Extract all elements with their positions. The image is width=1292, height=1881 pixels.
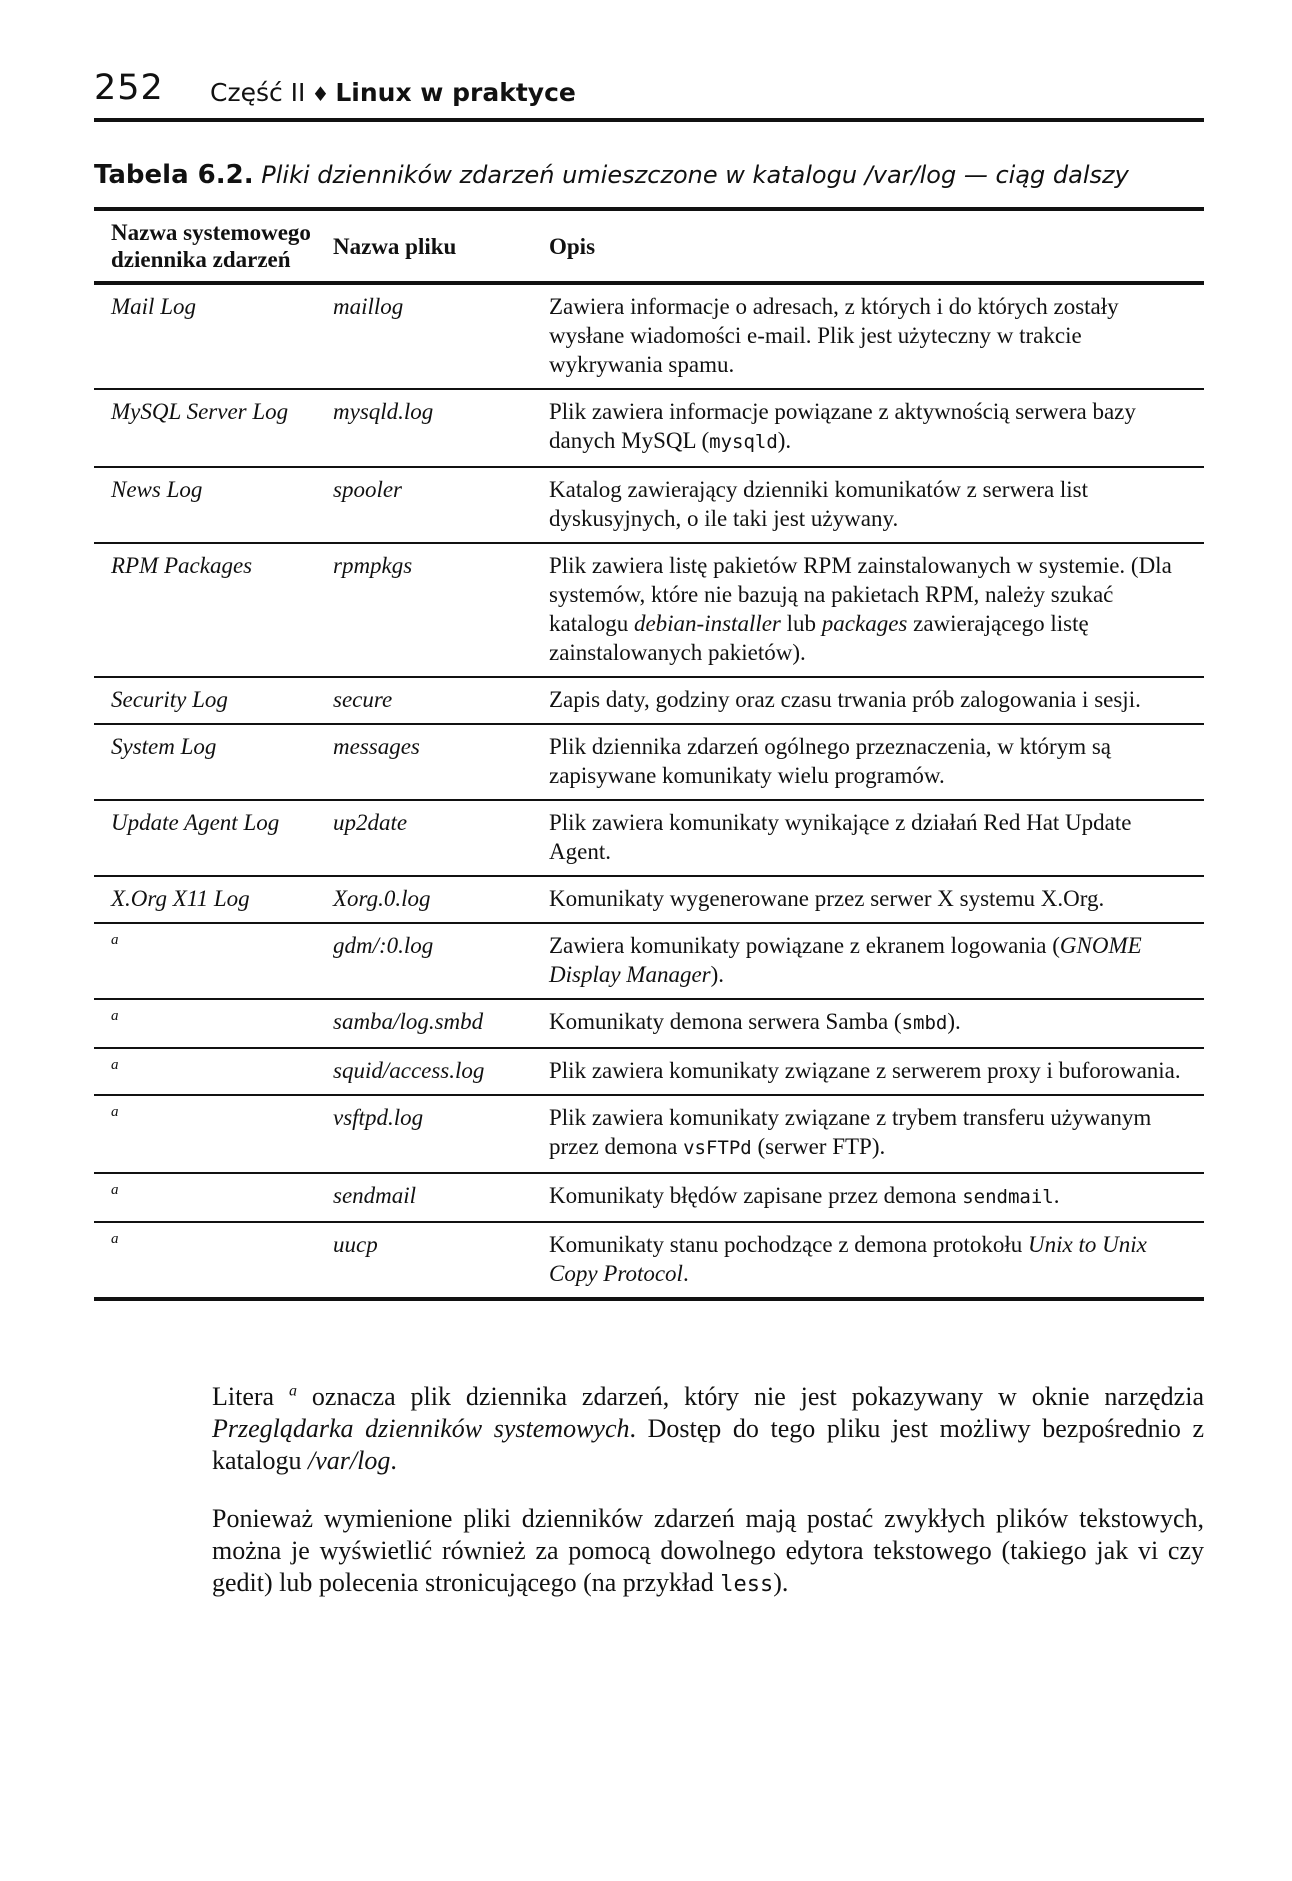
- file-name-cell: sendmail: [331, 1173, 539, 1222]
- description-cell: [539, 1095, 1204, 1173]
- file-name-cell: uucp: [331, 1222, 539, 1299]
- table-row: [94, 1048, 1204, 1095]
- table-row: [94, 1222, 1204, 1299]
- part-label: Część II: [210, 78, 306, 107]
- description-cell: Plik zawiera komunikaty wynikające z działań Red Hat Update Agent.: [539, 800, 1204, 876]
- part-title: Linux w praktyce: [335, 78, 576, 107]
- log-name-cell: [94, 999, 331, 1048]
- table-row: [94, 1095, 1204, 1173]
- log-name-cell: Mail Log: [94, 283, 331, 389]
- header-description: Opis: [539, 209, 1204, 283]
- table-row: [94, 677, 1204, 724]
- log-name-cell: X.Org X11 Log: [94, 876, 331, 923]
- log-name-cell: Update Agent Log: [94, 800, 331, 876]
- file-name-cell: squid/access.log: [331, 1048, 539, 1095]
- file-name-cell: mysqld.log: [331, 389, 539, 467]
- table-row: [94, 467, 1204, 543]
- description-cell: [539, 1173, 1204, 1222]
- table-caption-label: Tabela 6.2.: [94, 160, 254, 190]
- description-cell: Plik zawiera komunikaty związane z serwerem proxy i buforowania.: [539, 1048, 1204, 1095]
- code-text: smbd: [901, 1012, 948, 1034]
- footnote-marker: a: [289, 1382, 297, 1400]
- table-caption-text: Pliki dzienników zdarzeń umieszczone w katalogu /var/log — ciąg dalszy: [261, 161, 1129, 189]
- file-name-cell: rpmpkgs: [331, 543, 539, 677]
- description-text: .: [682, 1261, 689, 1286]
- footnote-marker: a: [111, 1104, 119, 1120]
- description-cell: Plik dziennika zdarzeń ogólnego przeznaczenia, w którym są zapisywane komunikaty wielu programów.: [539, 724, 1204, 800]
- table-row: [94, 999, 1204, 1048]
- table-row: [94, 389, 1204, 467]
- table-row: [94, 876, 1204, 923]
- code-text: mysqld: [709, 431, 778, 453]
- paragraph-text: Ponieważ wymienione pliki dzienników zdarzeń mają postać zwykłych plików tekstowych, można je wyświetlić również za pomocą dowolnego edytora tekstowego (takiego jak vi czy gedit) lub polecenia stronicującego (na przykład: [212, 1504, 1204, 1597]
- italic-text: Przeglądarka dzienników systemowych: [212, 1414, 630, 1443]
- description-text: ).: [777, 428, 792, 453]
- italic-text: Unix to Unix Copy Protocol: [549, 1232, 1147, 1286]
- log-name-cell: MySQL Server Log: [94, 389, 331, 467]
- description-text: .: [1053, 1183, 1060, 1208]
- paragraph-text: Litera: [212, 1382, 289, 1411]
- italic-text: debian-installer: [633, 611, 781, 636]
- paragraph-text: oznacza plik dziennika zdarzeń, który nie jest pokazywany w oknie narzędzia: [297, 1382, 1204, 1411]
- file-name-cell: spooler: [331, 467, 539, 543]
- log-name-cell: [94, 923, 331, 999]
- italic-text: packages: [821, 611, 908, 636]
- table-header-row: [94, 209, 1204, 283]
- paragraph-text: .: [390, 1446, 397, 1475]
- file-name-cell: secure: [331, 677, 539, 724]
- description-cell: [539, 923, 1204, 999]
- code-text: sendmail: [962, 1186, 1054, 1208]
- running-title: [210, 78, 576, 107]
- table-row: [94, 724, 1204, 800]
- footnote-marker: a: [111, 1231, 119, 1247]
- description-cell: Zapis daty, godziny oraz czasu trwania prób zalogowania i sesji.: [539, 677, 1204, 724]
- description-cell: [539, 389, 1204, 467]
- log-name-cell: News Log: [94, 467, 331, 543]
- description-text: (serwer FTP).: [751, 1134, 886, 1159]
- log-name-cell: RPM Packages: [94, 543, 331, 677]
- file-name-cell: up2date: [331, 800, 539, 876]
- paragraph-text: ).: [773, 1568, 789, 1597]
- footnote-marker: a: [111, 1182, 119, 1198]
- table-caption: [94, 160, 1129, 190]
- log-name-cell: Security Log: [94, 677, 331, 724]
- header-log-name: Nazwa systemowego dziennika zdarzeń: [94, 209, 331, 283]
- description-text: Zawiera komunikaty powiązane z ekranem logowania (: [549, 933, 1060, 958]
- paragraph-text: . Dostęp do tego pliku jest możliwy bezpośrednio z katalogu: [212, 1414, 1205, 1475]
- code-text: vsFTPd: [683, 1137, 752, 1159]
- description-text: Plik zawiera listę pakietów RPM zainstalowanych w systemie. (Dla systemów, które nie bazują na pakietach RPM, należy szukać katalogu: [549, 553, 1172, 636]
- file-name-cell: messages: [331, 724, 539, 800]
- description-text: ).: [947, 1009, 961, 1034]
- table-row: [94, 923, 1204, 999]
- description-text: Komunikaty demona serwera Samba (: [549, 1009, 902, 1034]
- diamond-separator-icon: ♦: [311, 82, 330, 106]
- body-paragraph-text-editors: [212, 1503, 1204, 1601]
- table-row: [94, 800, 1204, 876]
- description-cell: Komunikaty wygenerowane przez serwer X systemu X.Org.: [539, 876, 1204, 923]
- log-name-cell: [94, 1222, 331, 1299]
- description-text: Plik zawiera informacje powiązane z aktywnością serwera bazy danych MySQL (: [549, 399, 1136, 453]
- footnote-marker: a: [111, 932, 119, 948]
- description-text: Komunikaty błędów zapisane przez demona: [549, 1183, 963, 1208]
- italic-text: GNOME Display Manager: [549, 933, 1142, 987]
- log-name-cell: [94, 1173, 331, 1222]
- description-cell: Katalog zawierający dzienniki komunikatów z serwera list dyskusyjnych, o ile taki jest używany.: [539, 467, 1204, 543]
- body-paragraph-footnote-note: [212, 1381, 1204, 1477]
- description-text: zawierającego listę zainstalowanych pakietów).: [549, 611, 1089, 665]
- header-file-name: Nazwa pliku: [331, 209, 539, 283]
- file-name-cell: maillog: [331, 283, 539, 389]
- table-row: [94, 543, 1204, 677]
- log-name-cell: [94, 1048, 331, 1095]
- log-name-cell: [94, 1095, 331, 1173]
- description-cell: [539, 543, 1204, 677]
- running-header: [94, 62, 1204, 122]
- file-name-cell: Xorg.0.log: [331, 876, 539, 923]
- file-name-cell: gdm/:0.log: [331, 923, 539, 999]
- table-row: [94, 1173, 1204, 1222]
- description-cell: [539, 999, 1204, 1048]
- description-text: lub: [780, 611, 822, 636]
- description-text: ).: [710, 962, 725, 987]
- description-text: Komunikaty stanu pochodzące z demona protokołu: [549, 1232, 1029, 1257]
- footnote-marker: a: [111, 1008, 119, 1024]
- file-name-cell: samba/log.smbd: [331, 999, 539, 1048]
- code-text: less: [720, 1572, 774, 1597]
- description-cell: [539, 1222, 1204, 1299]
- description-text: Plik zawiera komunikaty związane z trybem transferu używanym przez demona: [549, 1105, 1152, 1159]
- description-cell: Zawiera informacje o adresach, z których i do których zostały wysłane wiadomości e-mail. Plik jest użyteczny w trakcie wykrywania spamu.: [539, 283, 1204, 389]
- table-row: [94, 283, 1204, 389]
- page-number: 252: [94, 68, 164, 108]
- file-name-cell: vsftpd.log: [331, 1095, 539, 1173]
- italic-text: /var/log: [308, 1446, 391, 1475]
- footnote-marker: a: [111, 1057, 119, 1073]
- log-name-cell: System Log: [94, 724, 331, 800]
- log-files-table: [94, 207, 1204, 1301]
